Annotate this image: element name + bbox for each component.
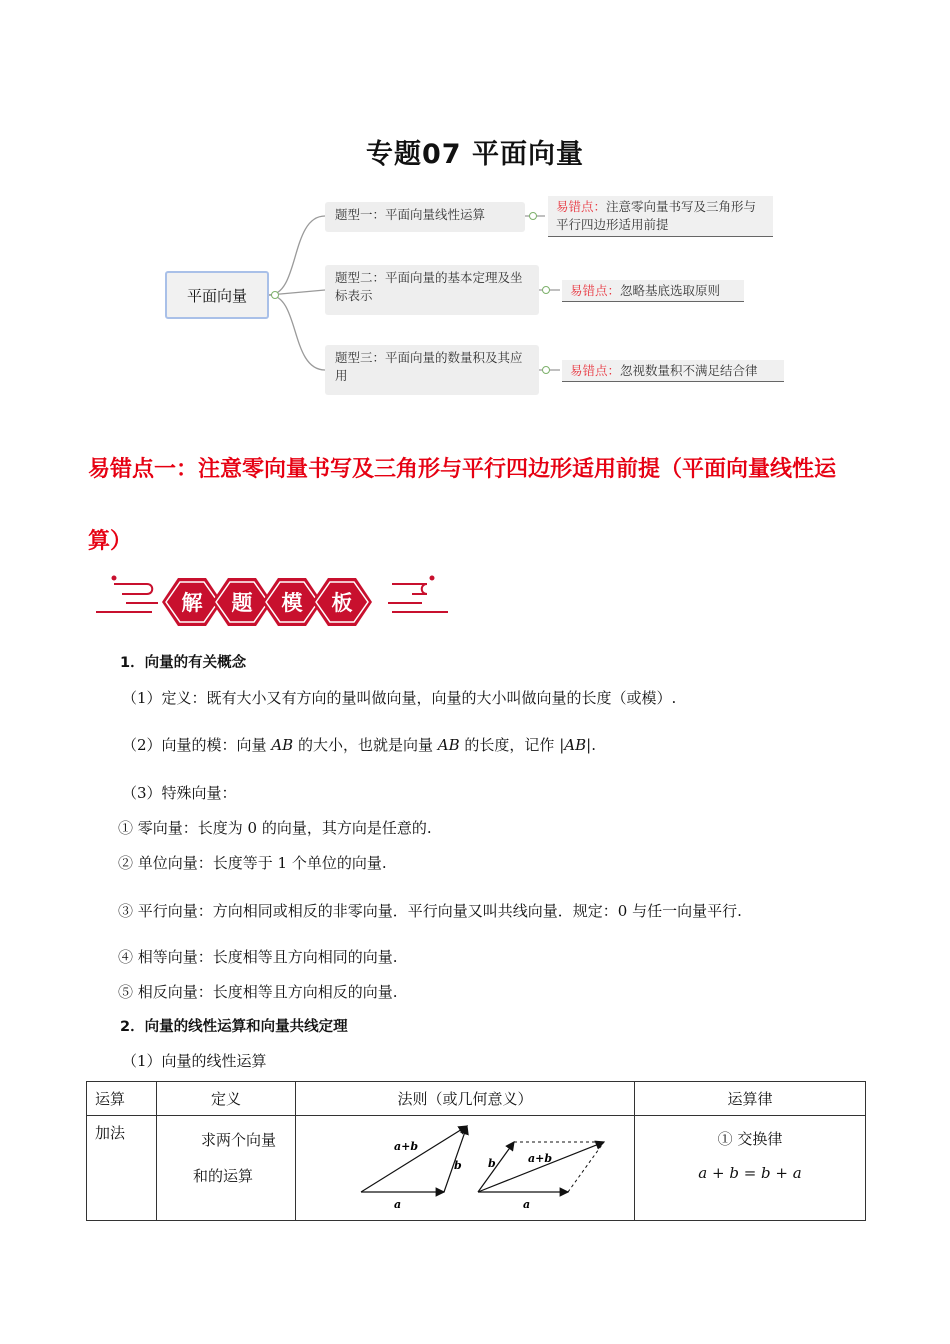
vector-ab: AB: [271, 736, 294, 754]
table-header: 运算律: [635, 1082, 866, 1116]
paragraph-magnitude: [122, 734, 596, 756]
law-title: ① 交换律: [717, 1130, 783, 1148]
label-a: a: [523, 1198, 531, 1211]
label-b: b: [488, 1157, 496, 1170]
collapse-knob-icon[interactable]: [542, 366, 550, 374]
collapse-knob-icon[interactable]: [529, 212, 537, 220]
abs-bar: |: [586, 736, 592, 754]
note-prefix: 易错点：: [570, 283, 621, 298]
paragraph-linear-ops: （1）向量的线性运算: [122, 1052, 267, 1070]
list-item-parallel: ③ 平行向量：方向相同或相反的非零向量．平行向量又叫共线向量．规定：0 与任一向量平行.: [118, 902, 742, 920]
banner-char: 题: [231, 591, 253, 615]
label-a: a: [394, 1198, 402, 1211]
vector-ab: AB: [437, 736, 460, 754]
table-header: 法则（或几何意义）: [296, 1082, 635, 1116]
list-item-opposite: ⑤ 相反向量：长度相等且方向相反的向量.: [118, 983, 398, 1001]
abs-bar: |: [559, 736, 565, 754]
table-cell-def: [157, 1116, 296, 1221]
list-item-unit: ② 单位向量：长度等于 1 个单位的向量.: [118, 854, 387, 872]
note-prefix: 易错点：: [570, 363, 621, 378]
note-text: 注意零向量书写及三角形与平行四边形适用前提: [556, 199, 757, 232]
vector-addition-figure: [296, 1116, 634, 1216]
law-formula: a + b = b + a: [698, 1164, 802, 1182]
def-line: 和的运算: [193, 1167, 254, 1185]
mindmap-note-1: [548, 196, 773, 237]
list-item-equal: ④ 相等向量：长度相等且方向相同的向量.: [118, 948, 398, 966]
paragraph-special: （3）特殊向量：: [122, 784, 237, 802]
banner-char: 解: [181, 591, 203, 615]
mindmap-root: 平面向量: [165, 271, 269, 319]
vector-ab: AB: [564, 736, 587, 754]
list-item-zero: ① 零向量：长度为 0 的向量，其方向是任意的.: [118, 819, 432, 837]
note-prefix: 易错点：: [556, 199, 607, 214]
label-sum: a+b: [528, 1152, 553, 1165]
page-title: 专题07 平面向量: [366, 139, 584, 170]
banner-template: [92, 572, 452, 634]
mindmap-topic-2: 题型二：平面向量的基本定理及坐标表示: [325, 265, 539, 315]
mindmap-note-3: [562, 360, 784, 382]
section-heading: 易错点一：注意零向量书写及三角形与平行四边形适用前提（平面向量线性运算）: [88, 457, 837, 554]
mindmap-topic-1: 题型一：平面向量线性运算: [325, 202, 525, 232]
collapse-knob-icon[interactable]: [542, 286, 550, 294]
note-text: 忽略基底选取原则: [620, 283, 721, 298]
subsection-title-1: 1．向量的有关概念: [120, 655, 247, 671]
text: （2）向量的模：向量: [122, 736, 267, 754]
text: 的长度，记作: [464, 736, 555, 754]
operations-table: [86, 1081, 866, 1221]
banner-char: 板: [331, 591, 353, 615]
table-header: 定义: [157, 1082, 296, 1116]
table-header: 运算: [87, 1082, 157, 1116]
label-b: b: [454, 1159, 462, 1172]
subsection-title-2: 2．向量的线性运算和向量共线定理: [120, 1019, 348, 1035]
note-text: 忽视数量积不满足结合律: [620, 363, 758, 378]
text: .: [591, 736, 596, 754]
text: 的大小，也就是向量: [297, 736, 433, 754]
mindmap-topic-3: 题型三：平面向量的数量积及其应用: [325, 345, 539, 395]
def-line: 求两个向量: [201, 1131, 277, 1149]
table-cell-figure: [296, 1116, 635, 1221]
table-cell-op: 加法: [87, 1116, 157, 1221]
table-cell-law: [635, 1116, 866, 1221]
mindmap-note-2: [562, 280, 744, 302]
banner-char: 模: [281, 591, 303, 615]
collapse-knob-icon[interactable]: [271, 291, 279, 299]
paragraph-definition: （1）定义：既有大小又有方向的量叫做向量，向量的大小叫做向量的长度（或模）.: [122, 689, 677, 707]
label-sum: a+b: [394, 1140, 419, 1153]
